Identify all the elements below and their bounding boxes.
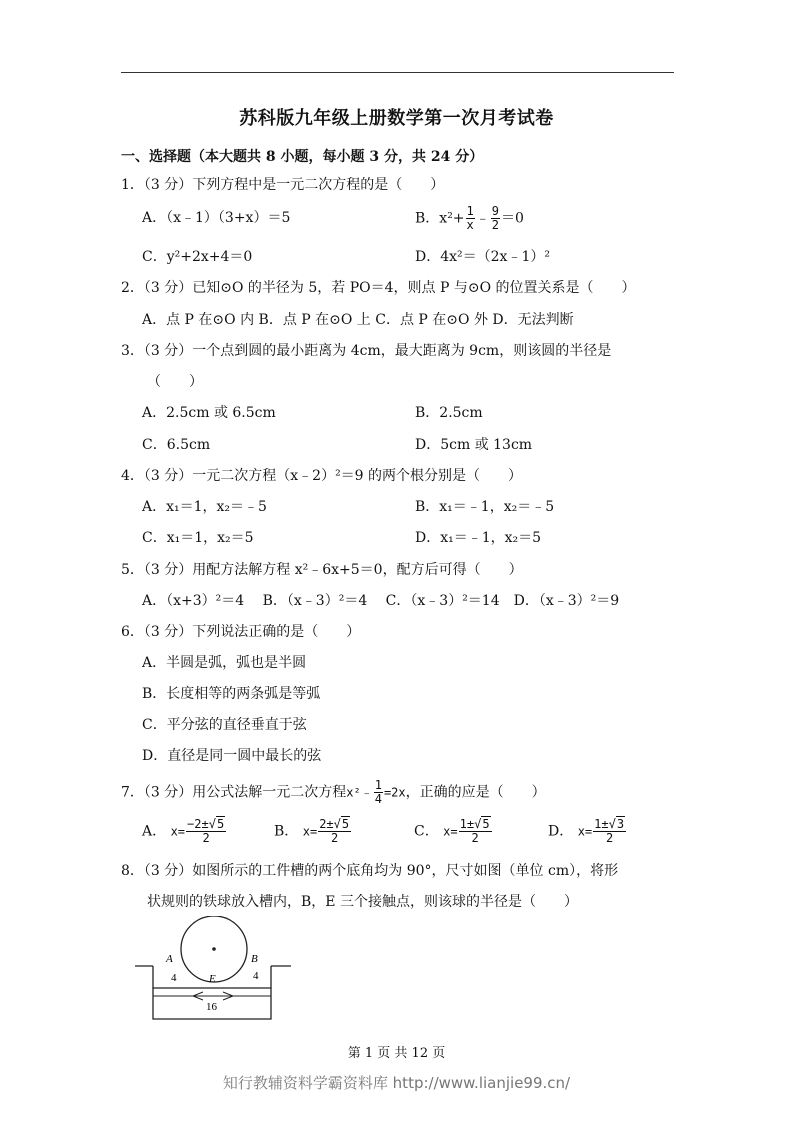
q3-option-b: B．2.5cm (415, 405, 483, 421)
q7-b-den: 2 (331, 831, 339, 845)
q3-stem: 3．（3 分）一个点到圆的最小距离为 4cm，最大距离为 9cm，则该圆的半径是 (121, 343, 612, 359)
q1-option-c: C．y²+2x+4＝0 (142, 249, 253, 265)
q7-frac (374, 779, 383, 806)
label-right-height: 4 (253, 970, 259, 982)
q7-a-rad: 5 (216, 817, 225, 831)
q1-b-frac2 (491, 205, 500, 232)
q4-option-d: D．x₁＝﹣1，x₂＝5 (415, 530, 542, 546)
q7-option-a (142, 818, 227, 845)
ball-center-dot (212, 947, 216, 951)
q7-b-rad: 5 (341, 817, 350, 831)
q7-d-rad: 3 (616, 817, 625, 831)
q1-b-x2: x²+ (439, 210, 465, 227)
q7-a-label: A． (142, 823, 167, 840)
q7-d-num-pre: 1± (594, 817, 609, 831)
q8-stem: 8．（3 分）如图所示的工件槽的两个底角均为 90°，尺寸如图（单位 cm），将形 (121, 863, 619, 879)
q7-eq: =2x (383, 785, 406, 800)
q4-option-a: A．x₁＝1，x₂＝﹣5 (142, 499, 267, 515)
q7-a-den: 2 (202, 831, 210, 845)
q7-frac-den: 4 (374, 792, 382, 806)
q7-option-d (548, 818, 627, 845)
q7-b-xeq: x= (302, 824, 318, 839)
page-title: 苏科版九年级上册数学第一次月考试卷 (239, 108, 554, 129)
q1-b-minus: ﹣ (475, 210, 490, 227)
q3-option-d: D．5cm 或 13cm (415, 437, 533, 453)
q7-d-label: D． (548, 823, 574, 840)
q7-d-frac (593, 818, 626, 845)
q3-stem-cont: （ ） (147, 374, 203, 390)
q7-frac-num: 1 (374, 778, 382, 792)
q7-option-c (414, 818, 493, 845)
q7-d-den: 2 (605, 831, 614, 845)
q1-option-a: A．（x﹣1）（3+x）＝5 (142, 210, 291, 226)
q1-b-frac2-den: 2 (491, 218, 500, 232)
q1-option-b-label: B． (415, 210, 440, 227)
q2-options: A．点 P 在⊙O 内 B．点 P 在⊙O 上 C．点 P 在⊙O 外 D．无法判断 (142, 312, 574, 328)
q7-a-num-pre: −2± (187, 817, 209, 831)
q4-stem: 4．（3 分）一元二次方程（x﹣2）²＝9 的两个根分别是（ ） (121, 468, 523, 484)
q3-option-c: C．6.5cm (142, 437, 211, 453)
q7-a-num: −2±√5 (187, 817, 225, 831)
q6-stem: 6．（3 分）下列说法正确的是（ ） (121, 624, 361, 640)
q6-option-a: A．半圆是弧，弧也是半圆 (142, 655, 307, 671)
q7-b-num-pre: 2± (319, 817, 334, 831)
q5-options: A．（x+3）²＝4 B．（x﹣3）²＝4 C．（x﹣3）²＝14 D．（x﹣3）²＝9 (142, 593, 620, 609)
header-rule (121, 72, 674, 73)
q7-stem (121, 779, 546, 806)
q7-c-den: 2 (471, 831, 479, 845)
q1-b-frac1-den: x (466, 218, 474, 232)
q2-stem: 2．（3 分）已知⊙O 的半径为 5，若 PO＝4，则点 P 与⊙O 的位置关系是（ ） (121, 280, 636, 296)
q7-option-b (274, 818, 352, 845)
q7-c-label: C． (414, 823, 439, 840)
q7-c-frac (459, 818, 492, 845)
q7-d-xeq: x= (577, 824, 593, 839)
page-number: 第 1 页 共 12 页 (347, 1046, 446, 1061)
q3-option-a: A．2.5cm 或 6.5cm (142, 405, 276, 421)
q1-b-frac1-num: 1 (466, 204, 474, 218)
q4-option-b: B．x₁＝﹣1，x₂＝﹣5 (415, 499, 555, 515)
q7-b-label: B． (274, 823, 299, 840)
q8-stem-cont: 状规则的铁球放入槽内，B，E 三个接触点，则该球的半径是（ ） (147, 894, 578, 910)
q7-c-num-pre: 1± (459, 817, 475, 831)
q1-b-frac1 (466, 205, 475, 232)
label-e: E (209, 973, 216, 985)
q7-stem-pre: 7．（3 分）用公式法解一元二次方程 (121, 784, 347, 801)
q4-option-c: C．x₁＝1，x₂＝5 (142, 530, 254, 546)
q1-option-d: D．4x²＝（2x﹣1）² (415, 249, 550, 265)
q6-option-c: C．平分弦的直径垂直于弦 (142, 717, 307, 733)
q7-c-xeq: x= (443, 824, 458, 839)
q1-stem: 1．（3 分）下列方程中是一元二次方程的是（ ） (121, 177, 445, 193)
q1-b-frac2-num: 9 (491, 204, 500, 218)
q1-b-eq: ＝0 (501, 210, 524, 227)
label-left-height: 4 (171, 972, 177, 984)
q7-c-rad: 5 (482, 817, 490, 831)
label-b: B (251, 953, 258, 965)
q7-b-num: 2±√5 (319, 817, 350, 831)
q7-x2: x²﹣ (346, 785, 373, 800)
q5-stem: 5．（3 分）用配方法解方程 x²﹣6x+5＝0，配方后可得（ ） (121, 562, 523, 578)
label-a: A (166, 953, 173, 965)
q6-option-d: D．直径是同一圆中最长的弦 (142, 748, 322, 764)
q7-a-frac (186, 818, 226, 845)
q1-option-b (415, 205, 524, 232)
workpiece-groove-figure (133, 916, 298, 1026)
q7-a-xeq: x= (170, 824, 186, 839)
q7-c-num: 1±√5 (459, 817, 490, 831)
section-heading: 一、选择题（本大题共 8 小题，每小题 3 分，共 24 分） (121, 149, 484, 165)
q7-d-num: 1±√3 (594, 817, 625, 831)
label-width: 16 (206, 1001, 217, 1013)
q7-stem-post: ，正确的应是（ ） (405, 784, 546, 801)
q7-b-frac (318, 818, 351, 845)
watermark: 知行教辅资料学霸资料库 http://www.lianjie99.cn/ (222, 1074, 571, 1092)
q6-option-b: B．长度相等的两条弧是等弧 (142, 686, 321, 702)
